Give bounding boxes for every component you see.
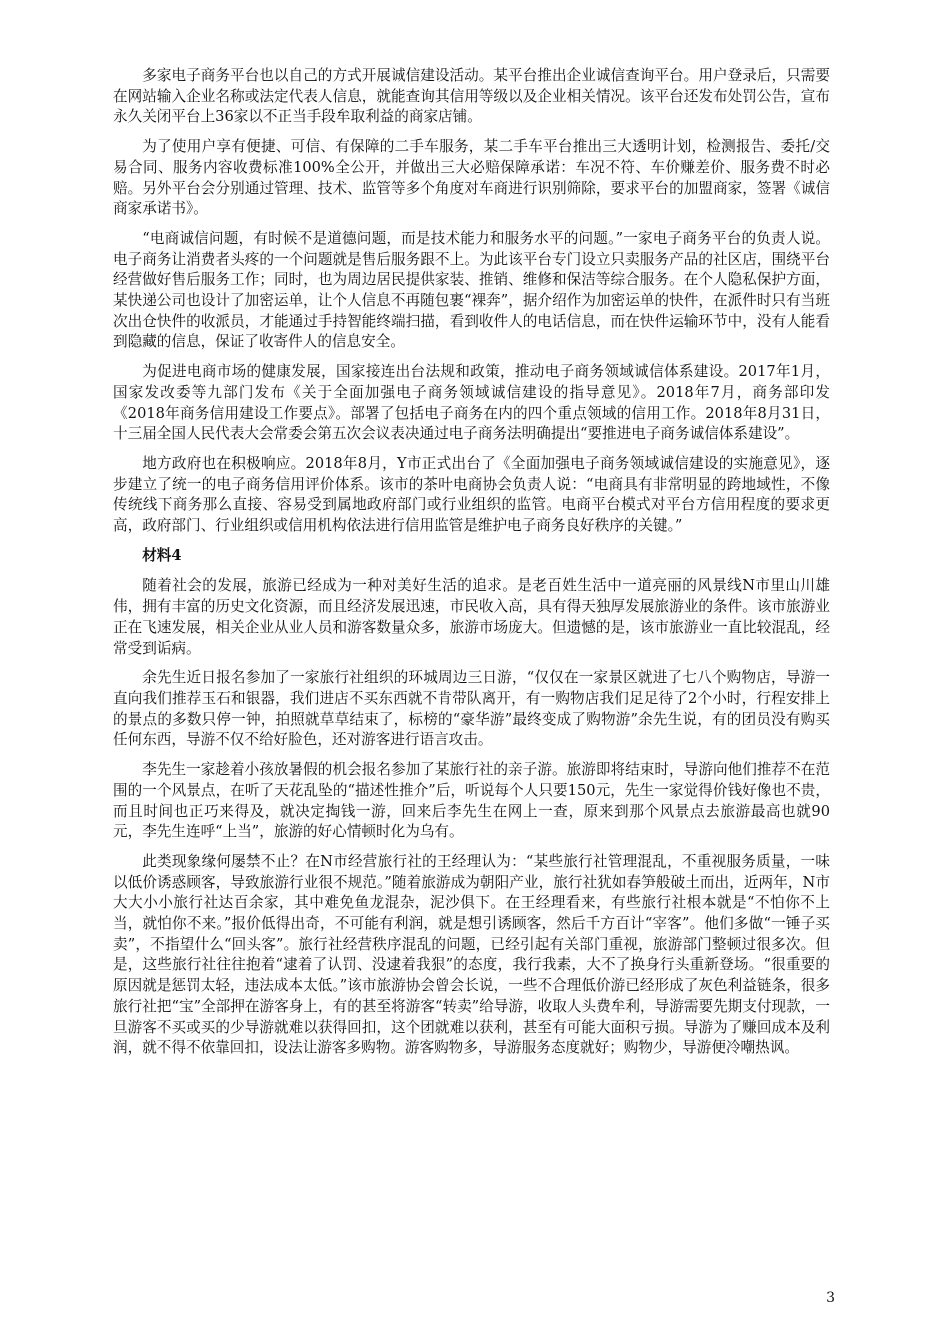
paragraph: 随着社会的发展，旅游已经成为一种对美好生活的追求。是老百姓生活中一道亮丽的风景线N市里山川雄伟，拥有丰富的历史文化资源，而且经济发展迅速，市民收入高，具有得天独厚发展旅游业的条件。该市旅游业正在飞速发展，相关企业从业人员和游客数量众多，旅游市场庞大。但遗憾的是，该市旅游业一直比较混乱，经常受到诟病。 — [113, 577, 830, 657]
paragraph: 为促进电商市场的健康发展，国家接连出台法规和政策，推动电子商务领域诚信体系建设。2017年1月，国家发改委等九部门发布《关于全面加强电子商务领域诚信建设的指导意见》。2018年7月，商务部印发《2018年商务信用建设工作要点》。部署了包括电子商务在内的四个重点领域的信用工作。2018年8月31日，十三届全国人民代表大会常委会第五次会议表决通过电子商务法明确提出“要推进电子商务诚信体系建设”。 — [113, 363, 830, 443]
paragraph: 此类现象缘何屡禁不止？在N市经营旅行社的王经理认为：“某些旅行社管理混乱，不重视服务质量，一味以低价诱惑顾客，导致旅游行业很不规范。”随着旅游成为朝阳产业，旅行社犹如春笋般破土而出，近两年，N市大大小小旅行社达百余家，其中难免鱼龙混杂，泥沙俱下。在王经理看来，有些旅行社根本就是“不怕你不上当，就怕你不来。”报价低得出奇，不可能有利润，就是想引诱顾客，然后千方百计“宰客”。他们多做“一锤子买卖”，不指望什么“回头客”。旅行社经营秩序混乱的问题，已经引起有关部门重视，旅游部门整顿过很多次。但是，这些旅行社往往抱着“逮着了认罚、没逮着我狠”的态度，我行我素，大不了换身行头重新登场。“很重要的原因就是惩罚太轻，违法成本太低。”该市旅游协会曾会长说，一些不合理低价游已经形成了灰色利益链条，很多旅行社把“宝”全部押在游客身上，有的甚至将游客“转卖”给导游，收取人头费牟利，导游需要先期支付现款，一旦游客不买或买的少导游就难以获得回扣，这个团就难以获利，甚至有可能大面积亏损。导游为了赚回成本及利润，就不得不依靠回扣，设法让游客多购物。游客购物多，导游服务态度就好；购物少，导游便冷嘲热讽。 — [113, 852, 830, 1057]
section-heading: 材料4 — [142, 546, 182, 564]
page-number: 3 — [826, 1290, 835, 1306]
document-page — [113, 66, 830, 1068]
paragraph: 地方政府也在积极响应。2018年8月，Y市正式出台了《全面加强电子商务领域诚信建设的实施意见》，逐步建立了统一的电子商务信用评价体系。该市的茶叶电商协会负责人说：“电商具有非常明显的跨地域性，不像传统线下商务那么直接、容易受到属地政府部门或行业组织的监管。电商平台模式对平台方信用程度的要求更高，政府部门、行业组织或信用机构依法进行信用监管是维护电子商务良好秩序的关键。” — [113, 454, 830, 535]
paragraph: “电商诚信问题，有时候不是道德问题，而是技术能力和服务水平的问题。”一家电子商务平台的负责人说。电子商务让消费者头疼的一个问题就是售后服务跟不上。为此该平台专门设立只卖服务产品的社区店，围绕平台经营做好售后服务工作；同时，也为周边居民提供家装、推销、维修和保洁等综合服务。在个人隐私保护方面，某快递公司也设计了加密运单，让个人信息不再随包裹“裸奔”，据介绍作为加密运单的快件，在派件时只有当班次出仓快件的收派员，才能通过手持智能终端扫描，看到收件人的电话信息，而在快件运输环节中，没有人能看到隐藏的信息，保证了收寄件人的信息安全。 — [113, 229, 830, 351]
paragraph: 余先生近日报名参加了一家旅行社组织的环城周边三日游，“仅仅在一家景区就进了七八个购物店，导游一直向我们推荐玉石和银器，我们进店不买东西就不肯带队离开，有一购物店我们足足待了2个小时，行程安排上的景点的多数只停一钟，拍照就草草结束了，标榜的“豪华游”最终变成了购物游”余先生说，有的团员没有购买任何东西，导游不仅不给好脸色，还对游客进行语言攻击。 — [113, 669, 830, 749]
paragraph: 为了使用户享有便捷、可信、有保障的二手车服务，某二手车平台推出三大透明计划，检测报告、委托/交易合同、服务内容收费标准100%全公开，并做出三大必赔保障承诺：车况不符、车价赚差价、服务费不时必赔。另外平台会分别通过管理、技术、监管等多个角度对车商进行识别筛除，要求平台的加盟商家，签署《诚信商家承诺书》。 — [113, 138, 830, 218]
paragraph: 李先生一家趁着小孩放暑假的机会报名参加了某旅行社的亲子游。旅游即将结束时，导游向他们推荐不在范围的一个风景点，在听了天花乱坠的“描述性推介”后，听说每个人只要150元，先生一家觉得价钱好像也不贵，而且时间也正巧来得及，就决定掏钱一游，回来后李先生在网上一查，原来到那个风景点去旅游最高也就90元，李先生连呼“上当”，旅游的好心情顿时化为乌有。 — [113, 761, 830, 841]
paragraph: 多家电子商务平台也以自己的方式开展诚信建设活动。某平台推出企业诚信查询平台。用户登录后，只需要在网站输入企业名称或法定代表人信息，就能查询其信用等级以及企业相关情况。该平台还发布处罚公告，宣布永久关闭平台上36家以不正当手段牟取利益的商家店铺。 — [113, 67, 830, 126]
